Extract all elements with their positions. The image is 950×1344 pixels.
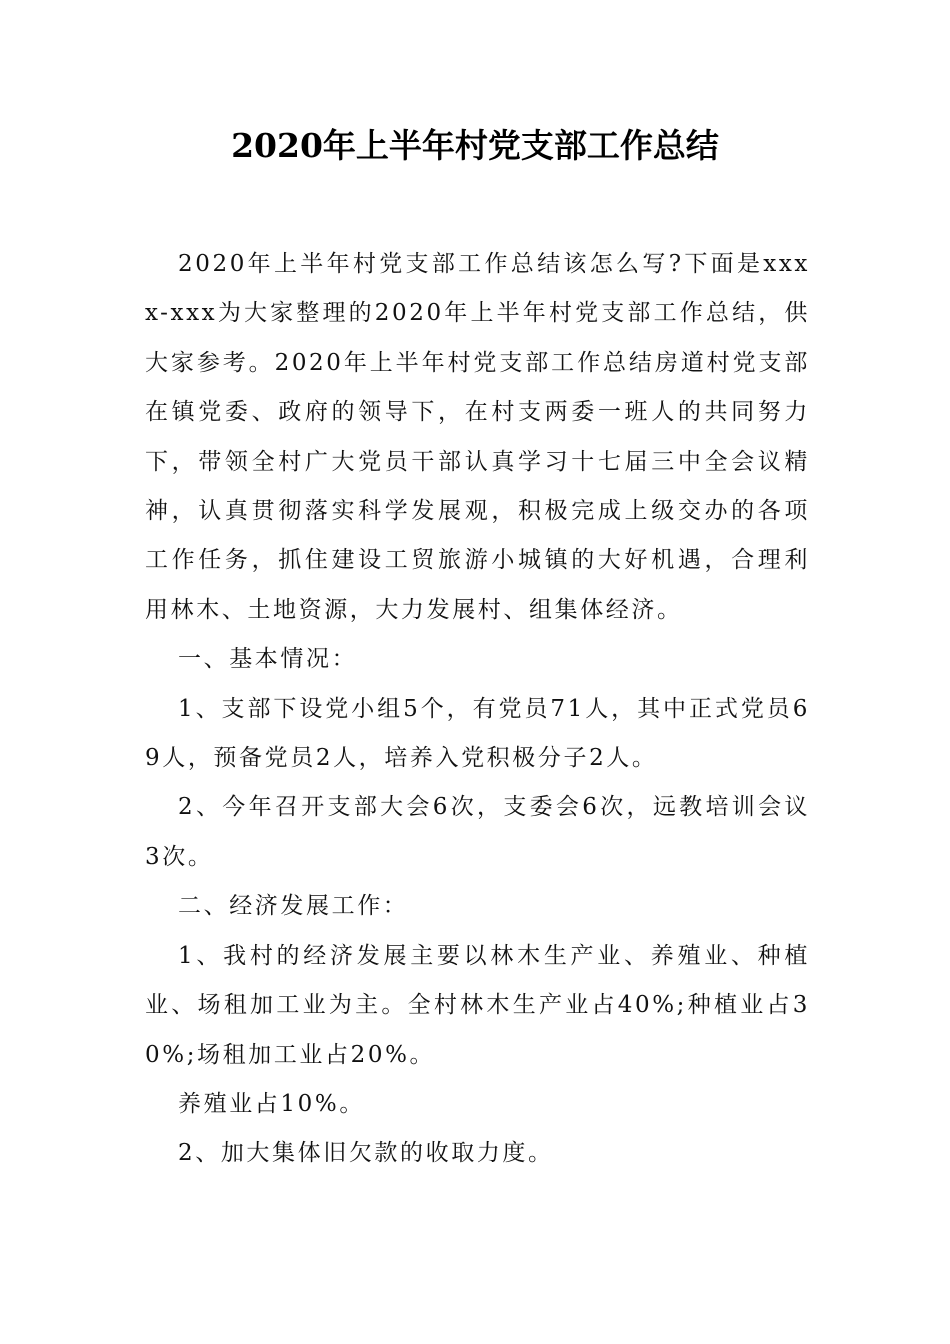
paragraph-debt-collection: 2、加大集体旧欠款的收取力度。	[178, 1140, 554, 1167]
document-title: 2020年上半年村党支部工作总结	[231, 126, 719, 165]
paragraph-party-groups: 1、支部下设党小组5个，有党员71人，其中正式党员69人，预备党员2人，培养入党积极分子2人。	[145, 695, 810, 772]
paragraph-economy-structure: 1、我村的经济发展主要以林木生产业、养殖业、种植业、场租加工业为主。全村林木生产业占40%;种植业占30%;场租加工业占20%。	[145, 942, 810, 1068]
heading-economic-development: 二、经济发展工作：	[178, 893, 409, 920]
document-body	[145, 240, 810, 1179]
paragraph-meetings: 2、今年召开支部大会6次，支委会6次，远教培训会议3次。	[145, 794, 810, 870]
paragraph-intro: 2020年上半年村党支部工作总结该怎么写?下面是xxxx-xxx为大家整理的2020年上半年村党支部工作总结，供大家参考。2020年上半年村党支部工作总结房道村党支部在镇党委、政府的领导下，在村支两委一班人的共同努力下，带领全村广大党员干部认真学习十七届三中全会议精神，认真贯彻落实科学发展观，积极完成上级交办的各项工作任务，抓住建设工贸旅游小城镇的大好机遇，合理利用林木、土地资源，大力发展村、组集体经济。	[145, 251, 810, 623]
paragraph-breeding-share: 养殖业占10%。	[178, 1090, 365, 1117]
heading-basic-situation: 一、基本情况：	[178, 646, 358, 673]
